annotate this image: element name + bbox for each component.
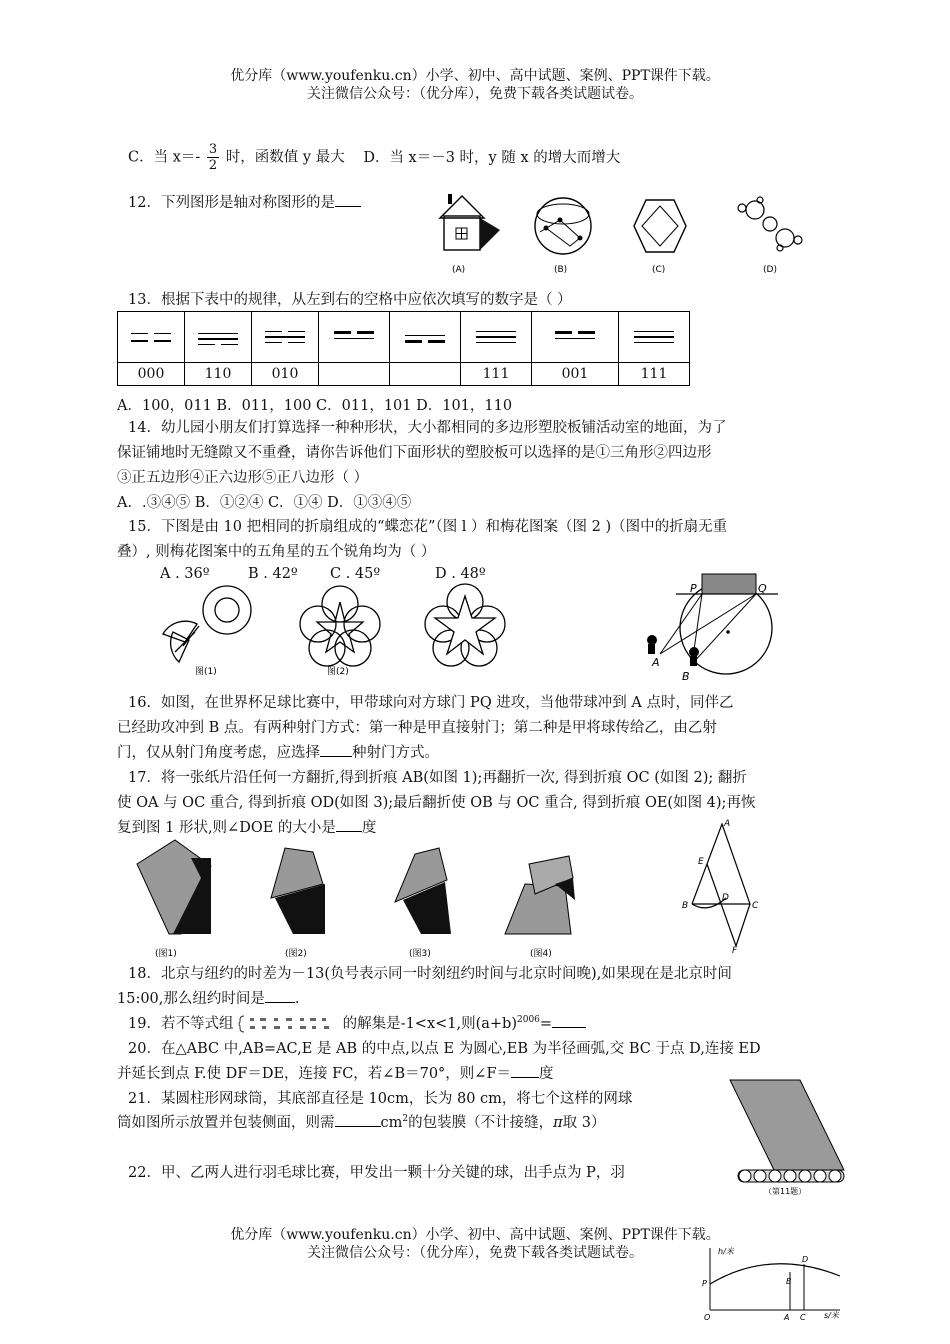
q13-number-cell: 000 bbox=[118, 363, 185, 386]
q17-fig2 bbox=[271, 848, 325, 934]
q15-figures bbox=[155, 582, 515, 678]
q20-line-2a: 并延长到点 F.使 DF＝DE，连接 FC，若∠B＝70°，则∠F＝ bbox=[117, 1066, 512, 1082]
q14-line-1: 14．幼儿园小朋友们打算选择一种种形状，大小都相同的多边形塑胶板铺活动室的地面，为了 bbox=[128, 420, 727, 436]
q17-fig3-caption: (图3) bbox=[409, 949, 431, 959]
q21-line-2a: 筒如图所示放置并包装侧面，则需 bbox=[117, 1115, 335, 1131]
q20-line-2b: 度 bbox=[539, 1066, 554, 1082]
q12-fractal-figure bbox=[738, 197, 802, 251]
q21-caption: （第11题） bbox=[764, 1187, 807, 1196]
q22-label-s: s/米 bbox=[824, 1311, 839, 1320]
q17-fig4 bbox=[505, 856, 575, 934]
q19-suffix: 的解集是-1<x<1,则(a+b) bbox=[342, 1016, 517, 1032]
q17-fold-figures bbox=[125, 838, 605, 964]
q19-end: = bbox=[539, 1016, 553, 1032]
q13-number-cell: 110 bbox=[185, 363, 252, 386]
q22-label-a: A bbox=[784, 1313, 790, 1322]
q21-tube-figure bbox=[726, 1076, 848, 1198]
q22-line-1: 22．甲、乙两人进行羽毛球比赛，甲发出一颗十分关键的球，出手点为 P，羽 bbox=[128, 1165, 625, 1181]
q12-figures bbox=[430, 188, 840, 278]
q12-answer-blank bbox=[335, 194, 361, 207]
q17-fig2-caption: (图2) bbox=[285, 949, 307, 959]
q20-label-c: C bbox=[752, 901, 759, 911]
q13-number-cell bbox=[319, 363, 390, 386]
q13-number-cell: 111 bbox=[619, 363, 690, 386]
q11-d: D．当 x＝－3 时，y 随 x 的增大而增大 bbox=[363, 149, 621, 166]
q21-pi: π bbox=[553, 1115, 563, 1131]
q16-line-3a: 门，仅从射门角度考虑，应选择 bbox=[117, 745, 320, 761]
q13-symbol-cell bbox=[461, 312, 532, 363]
q22-trajectory-graph bbox=[700, 1246, 850, 1342]
q19-exponent: 2006 bbox=[517, 1015, 540, 1026]
q16-label-q: Q bbox=[758, 582, 767, 595]
q13-symbol-cell bbox=[532, 312, 619, 363]
q17-fig1-caption: (图1) bbox=[155, 949, 177, 959]
footer-line-2: 关注微信公众号：（优分库），免费下载各类试题试卷。 bbox=[307, 1245, 643, 1261]
q15-fig2-caption: 图(2) bbox=[327, 667, 349, 677]
footer-line-1: 优分库（www.youfenku.cn）小学、初中、高中试题、案例、PPT课件下载。 bbox=[230, 1227, 720, 1243]
q13-number-cell: 001 bbox=[532, 363, 619, 386]
q17-line-1: 17．将一张纸片沿任何一方翻折,得到折痕 AB(如图 1);再翻折一次, 得到折痕 OC (如图 2); 翻折 bbox=[128, 770, 747, 786]
q16-label-a: A bbox=[652, 656, 660, 669]
q20-triangle-figure bbox=[680, 816, 770, 954]
q21-line-1: 21．某圆柱形网球筒，其底部直径是 10cm，长为 80 cm，将七个这样的网球 bbox=[128, 1091, 633, 1107]
q18-answer-blank bbox=[265, 990, 295, 1003]
q12-label-c: (C) bbox=[652, 265, 666, 275]
q13-symbol-cell bbox=[390, 312, 461, 363]
q15-fig1-caption: 图(1) bbox=[195, 667, 217, 677]
q20-label-e: E bbox=[698, 857, 704, 867]
q16-line-2: 已经助攻冲到 B 点。有两种射门方式：第一种是甲直接射门；第二种是甲将球传给乙，由乙射 bbox=[117, 720, 717, 736]
q21-answer-blank bbox=[335, 1114, 381, 1127]
q16-answer-blank bbox=[320, 744, 352, 757]
q21-line-2c: 的包装膜（不计接缝， bbox=[408, 1115, 554, 1131]
q13-symbol-cell bbox=[319, 312, 390, 363]
q16-line-3b: 种射门方式。 bbox=[352, 745, 439, 761]
q12-label-a: (A) bbox=[452, 265, 466, 275]
q19-line bbox=[128, 1012, 586, 1034]
q22-label-c: C bbox=[800, 1313, 806, 1322]
q21-unit: cm bbox=[380, 1115, 403, 1131]
q15-option-d: D . 48º bbox=[435, 566, 486, 582]
q13-symbol-cell bbox=[185, 312, 252, 363]
q17-line-3 bbox=[117, 816, 376, 837]
q21-line-2d: 取 3） bbox=[562, 1115, 606, 1131]
q14-options: A．.③④⑤ B．①②④ C．①④ D．①③④⑤ bbox=[117, 495, 412, 511]
q12-label-d: (D) bbox=[763, 265, 777, 275]
q21-line-2 bbox=[117, 1111, 605, 1132]
q17-line-3b: 度 bbox=[361, 820, 377, 836]
q13-number-cell: 010 bbox=[252, 363, 319, 386]
q15-butterfly-figure bbox=[163, 586, 251, 662]
q13-symbol-cell bbox=[118, 312, 185, 363]
q22-label-p: P bbox=[702, 1279, 707, 1288]
q13-number-cell: 111 bbox=[461, 363, 532, 386]
q22-label-o: O bbox=[704, 1313, 711, 1322]
q22-label-h: h/米 bbox=[718, 1247, 734, 1256]
q12-hexagon-figure bbox=[634, 200, 686, 252]
q11-c-suffix: 时，函数值 y 最大 bbox=[225, 149, 345, 166]
q20-label-d: D bbox=[722, 893, 729, 903]
q12-label-b: (B) bbox=[554, 265, 568, 275]
q21-unit-sup: 2 bbox=[402, 1114, 409, 1125]
q13-symbol-row bbox=[118, 312, 690, 363]
q13-number-row bbox=[118, 363, 690, 386]
q14-line-2: 保证铺地时无缝隙又不重叠，请你告诉他们下面形状的塑胶板可以选择的是①三角形②四边形 bbox=[117, 445, 712, 461]
q20-answer-blank bbox=[511, 1065, 539, 1078]
q20-label-f: F bbox=[732, 946, 738, 954]
q14-line-3: ③正五边形④正六边形⑤正八边形（ ） bbox=[117, 470, 369, 486]
q15-line-2: 叠）, 则梅花图案中的五角星的五个锐角均为（ ） bbox=[117, 544, 436, 560]
q13-symbol-cell bbox=[619, 312, 690, 363]
q12-text: 12．下列图形是轴对称图形的是 bbox=[128, 195, 335, 211]
q13-options: A．100，011 B．011，100 C．011，101 D．101，110 bbox=[117, 398, 513, 414]
q18-line-2b: . bbox=[294, 991, 300, 1007]
q17-line-2: 使 OA 与 OC 重合, 得到折痕 OD(如图 3);最后翻折使 OB 与 OC 重合, 得到折痕 OE(如图 4);再恢 bbox=[117, 795, 756, 811]
q17-fig1 bbox=[137, 840, 211, 934]
q18-line-2 bbox=[117, 987, 300, 1008]
q19-inequality-system-image bbox=[238, 1014, 338, 1034]
q15-plum-figure bbox=[300, 586, 380, 666]
q11-c-prefix: C．当 x＝- bbox=[128, 149, 201, 166]
q22-label-b: B bbox=[786, 1277, 792, 1286]
q13-symbol-cell bbox=[252, 312, 319, 363]
q17-fig3 bbox=[395, 848, 451, 934]
q15-star-figure bbox=[425, 584, 505, 666]
q19-answer-blank bbox=[552, 1015, 586, 1028]
q16-soccer-figure bbox=[640, 568, 780, 686]
q17-line-3a: 复到图 1 形状,则∠DOE 的大小是 bbox=[117, 820, 336, 836]
q11-frac-num: 3 bbox=[208, 142, 218, 157]
q11-frac-den: 2 bbox=[208, 158, 218, 173]
q22-label-d: D bbox=[802, 1255, 809, 1264]
q15-option-b: B . 42º bbox=[248, 566, 298, 582]
q13-table bbox=[117, 311, 690, 386]
q11-options bbox=[128, 142, 620, 173]
header-line-1: 优分库（www.youfenku.cn）小学、初中、高中试题、案例、PPT课件下载。 bbox=[230, 68, 720, 84]
q17-answer-blank bbox=[336, 819, 362, 832]
q15-line-1: 15．下图是由 10 把相同的折扇组成的“蝶恋花”（图 l ）和梅花图案（图 2 )（图中的折扇无重 bbox=[128, 519, 728, 535]
q15-option-c: C . 45º bbox=[330, 566, 381, 582]
header-line-2: 关注微信公众号：（优分库），免费下载各类试题试卷。 bbox=[307, 86, 643, 102]
q19-prefix: 19．若不等式组 bbox=[128, 1016, 234, 1032]
q11-fraction bbox=[207, 142, 219, 173]
q16-label-b: B bbox=[682, 670, 690, 683]
q20-label-a: A bbox=[724, 819, 731, 829]
q18-line-2a: 15:00,那么纽约时间是 bbox=[117, 991, 265, 1007]
q15-option-a: A . 36º bbox=[160, 566, 210, 582]
q17-fig4-caption: (图4) bbox=[530, 949, 552, 959]
q12-sphere-figure bbox=[535, 198, 591, 254]
q13-number-cell bbox=[390, 363, 461, 386]
q18-line-1: 18．北京与纽约的时差为－13(负号表示同一时刻纽约时间与北京时间晚),如果现在是北京时间 bbox=[128, 966, 732, 982]
q16-label-p: P bbox=[690, 582, 697, 595]
q20-label-b: B bbox=[682, 901, 689, 911]
q16-line-3 bbox=[117, 741, 439, 762]
q20-line-2 bbox=[117, 1062, 554, 1083]
q20-line-1: 20．在△ABC 中,AB=AC,E 是 AB 的中点,以点 E 为圆心,EB 为半径画弧,交 BC 于点 D,连接 ED bbox=[128, 1041, 761, 1057]
q12-house-figure bbox=[440, 194, 500, 250]
q13-question: 13．根据下表中的规律，从左到右的空格中应依次填写的数字是（ ） bbox=[128, 292, 572, 308]
q12-question bbox=[128, 191, 361, 212]
q16-line-1: 16．如图，在世界杯足球比赛中，甲带球向对方球门 PQ 进攻，当他带球冲到 A 点时，同伴乙 bbox=[128, 695, 734, 711]
